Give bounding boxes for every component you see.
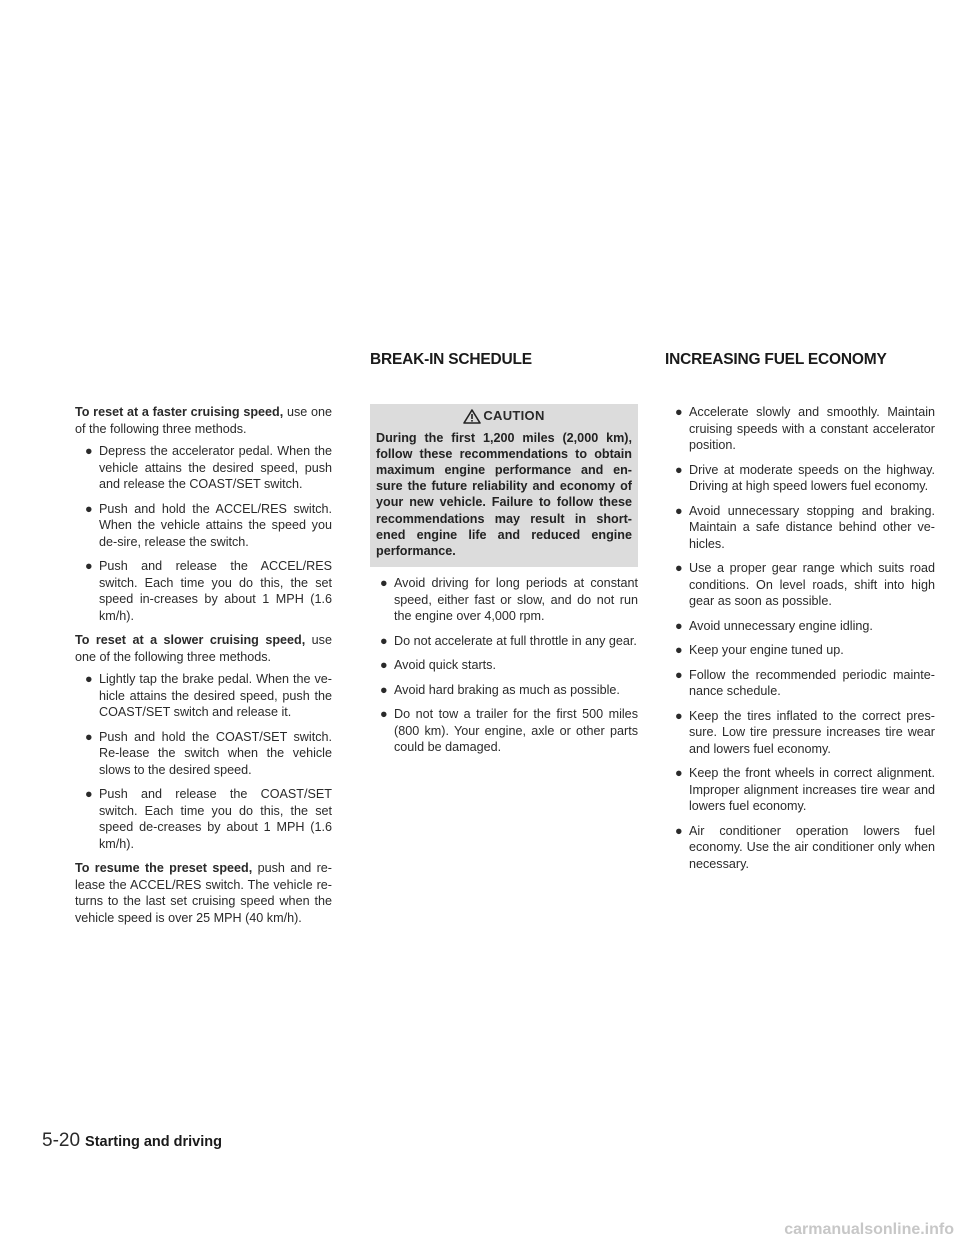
- lead-slower: To reset at a slower cruising speed,: [75, 633, 306, 647]
- bullet-icon: ●: [85, 559, 93, 573]
- list-break-in: [370, 575, 638, 756]
- bullet-icon: ●: [380, 658, 388, 673]
- lead-resume: To resume the preset speed,: [75, 861, 253, 875]
- bullet-icon: ●: [675, 708, 683, 723]
- bullet-icon: ●: [380, 633, 388, 648]
- list-item: ● Push and hold the COAST/SET switch. Re-lease the switch when the vehicle slows to the desired speed.: [85, 729, 332, 777]
- paragraph-slower: [75, 632, 332, 665]
- list-item: ● Push and release the ACCEL/RES switch. Each time you do this, the set speed in-creases by about 1 MPH (1.6 km/h).: [85, 559, 332, 623]
- text-resume: push and re-lease the ACCEL/RES switch. The vehicle re-turns to the last set cruising speed when the vehicle speed is over 25 MPH (40 km/h).: [75, 861, 332, 925]
- heading-break-in-schedule: BREAK-IN SCHEDULE: [370, 351, 532, 368]
- column-fuel-economy: [665, 404, 935, 880]
- bullet-icon: ●: [675, 618, 683, 633]
- bullet-icon: ●: [85, 729, 93, 744]
- bullet-icon: ●: [675, 643, 683, 657]
- bullet-icon: ●: [380, 682, 388, 697]
- list-item: ● Keep your engine tuned up.: [675, 643, 844, 657]
- page-number: 5-20: [42, 1130, 81, 1151]
- column-cruise-control: [75, 404, 332, 932]
- list-item: ● Follow the recommended periodic mainte-nance schedule.: [675, 667, 935, 698]
- list-item: ● Avoid unnecessary stopping and braking. Maintain a safe distance behind other ve-hicles.: [675, 503, 935, 551]
- list-faster: [75, 443, 332, 624]
- list-item: ● Do not accelerate at full throttle in any gear.: [380, 633, 637, 648]
- list-item: ● Push and hold the ACCEL/RES switch. When the vehicle attains the speed you de-sire, release the switch.: [85, 501, 332, 549]
- list-item: ● Keep the tires inflated to the correct pres-sure. Low tire pressure increases tire wear and lowers fuel economy.: [675, 708, 935, 756]
- list-item: ● Do not tow a trailer for the first 500 miles (800 km). Your engine, axle or other parts could be damaged.: [380, 707, 638, 755]
- paragraph-resume: [75, 860, 332, 926]
- caution-box: [370, 404, 638, 567]
- list-fuel-economy: [665, 404, 935, 872]
- list-item: ● Lightly tap the brake pedal. When the ve-hicle attains the desired speed, push the COAST/SET switch and release it.: [85, 672, 332, 719]
- list-item: ● Avoid hard braking as much as possible.: [380, 682, 620, 697]
- lead-faster: To reset at a faster cruising speed,: [75, 405, 284, 419]
- heading-increasing-fuel-economy: INCREASING FUEL ECONOMY: [665, 351, 887, 368]
- list-item: ● Avoid driving for long periods at constant speed, either fast or slow, and do not run the engine over 4,000 rpm.: [380, 576, 638, 624]
- warning-triangle-icon: [463, 409, 481, 424]
- list-item: ● Keep the front wheels in correct alignment. Improper alignment increases tire wear and lowers fuel economy.: [675, 766, 935, 813]
- bullet-icon: ●: [675, 667, 683, 682]
- list-item: ● Accelerate slowly and smoothly. Maintain cruising speeds with a constant accelerator position.: [675, 405, 935, 452]
- bullet-icon: ●: [675, 561, 683, 575]
- caution-label: CAUTION: [483, 408, 545, 423]
- bullet-icon: ●: [675, 462, 683, 477]
- list-item: ● Push and release the COAST/SET switch. Each time you do this, the set speed de-creases by about 1 MPH (1.6 km/h).: [85, 787, 332, 851]
- bullet-icon: ●: [380, 576, 388, 591]
- list-item: ● Avoid unnecessary engine idling.: [675, 618, 873, 633]
- caution-title: [376, 408, 632, 425]
- page-footer: [42, 1130, 222, 1151]
- bullet-icon: ●: [675, 766, 683, 780]
- bullet-icon: ●: [85, 787, 93, 801]
- list-item: ● Avoid quick starts.: [380, 658, 496, 673]
- bullet-icon: ●: [675, 823, 683, 838]
- list-item: ● Depress the accelerator pedal. When the vehicle attains the desired speed, push and release the COAST/SET switch.: [85, 444, 332, 491]
- section-title: Starting and driving: [85, 1134, 222, 1150]
- list-slower: [75, 671, 332, 852]
- caution-text: During the first 1,200 miles (2,000 km), follow these recommendations to obtain maximum engine performance and en-sure the future reliability and economy of your new vehicle. Failure to follow these recommendations may result in short-ened engine life and reduced engine performance.: [376, 430, 632, 558]
- list-item: ● Drive at moderate speeds on the highway. Driving at high speed lowers fuel economy.: [675, 462, 935, 493]
- bullet-icon: ●: [675, 503, 683, 518]
- bullet-icon: ●: [85, 444, 93, 458]
- bullet-icon: ●: [85, 672, 93, 686]
- list-item: ● Air conditioner operation lowers fuel economy. Use the air conditioner only when necessary.: [675, 823, 935, 871]
- text-slower: use one of the following three methods.: [75, 633, 332, 664]
- bullet-icon: ●: [675, 405, 683, 419]
- text-faster: use one of the following three methods.: [75, 405, 332, 436]
- bullet-icon: ●: [85, 501, 93, 516]
- paragraph-faster: [75, 404, 332, 437]
- list-item: ● Use a proper gear range which suits road conditions. On level roads, shift into high gear as soon as possible.: [675, 561, 935, 608]
- watermark: carmanualsonline.info: [784, 1220, 954, 1238]
- bullet-icon: ●: [380, 707, 388, 722]
- column-break-in: [370, 404, 638, 764]
